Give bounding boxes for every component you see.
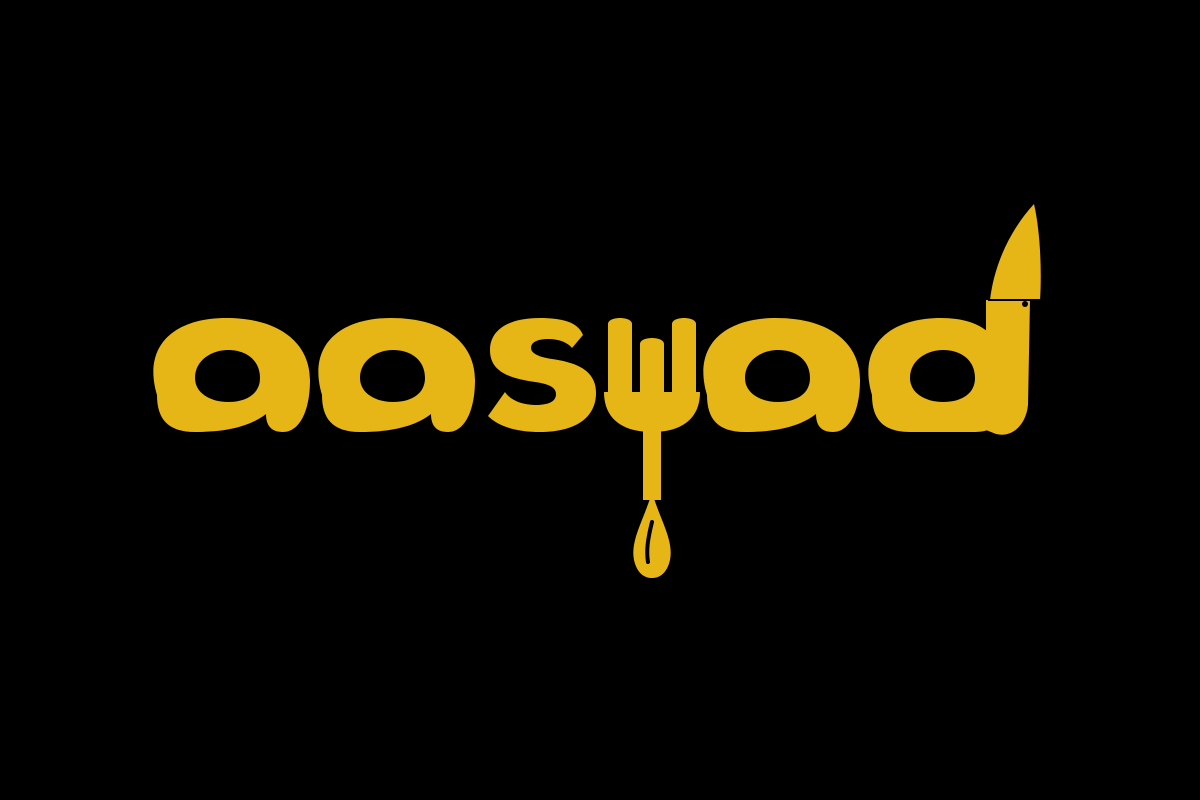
letter-a-3 <box>703 318 860 432</box>
letter-s-body <box>488 318 596 432</box>
fork-left-tine <box>608 318 632 405</box>
letter-a-2 <box>318 318 475 432</box>
fork-right-tine <box>672 318 696 405</box>
knife-icon <box>868 204 1040 435</box>
letter-a-2-body <box>318 318 475 432</box>
knife-handle <box>986 300 1030 435</box>
letter-d-bowl <box>868 318 1004 432</box>
fork-icon <box>604 318 700 578</box>
letter-a-3-body <box>703 318 860 432</box>
letter-s <box>488 318 596 432</box>
drip-icon <box>633 492 670 578</box>
knife-blade <box>990 204 1041 300</box>
fork-handle <box>643 426 661 500</box>
letter-a-1-body <box>153 318 310 432</box>
knife-rivet <box>1022 301 1028 307</box>
letter-a-1 <box>153 318 310 432</box>
